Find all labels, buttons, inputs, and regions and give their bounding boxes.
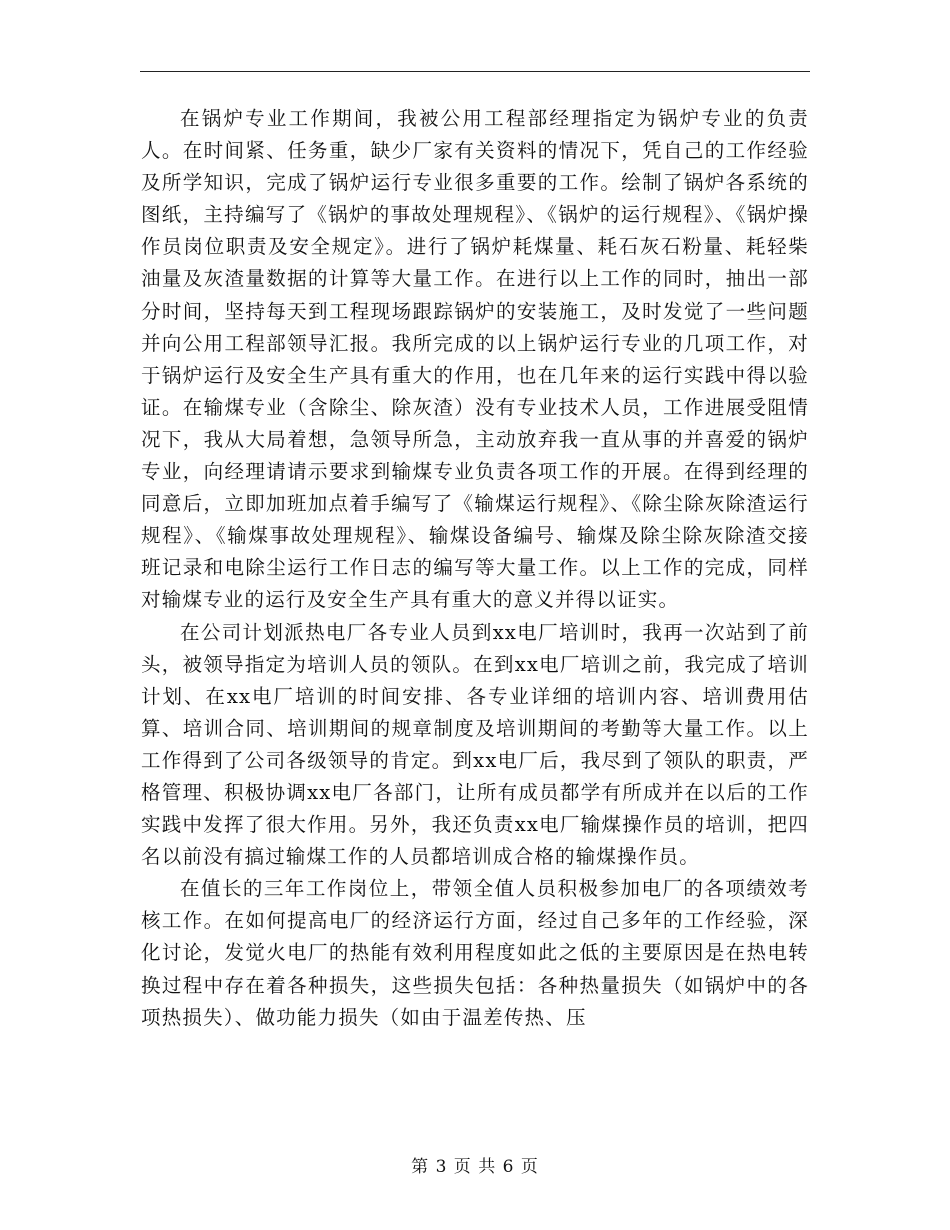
document-body <box>141 103 809 1034</box>
paragraph-boiler-work: 在锅炉专业工作期间，我被公用工程部经理指定为锅炉专业的负责人。在时间紧、任务重，缺少厂家有关资料的情况下，凭自己的工作经验及所学知识，完成了锅炉运行专业很多重要的工作。绘制了锅炉各系统的图纸，主持编写了《锅炉的事故处理规程》、《锅炉的运行规程》、《锅炉操作员岗位职责及安全规定》。进行了锅炉耗煤量、耗石灰石粉量、耗轻柴油量及灰渣量数据的计算等大量工作。在进行以上工作的同时，抽出一部分时间，坚持每天到工程现场跟踪锅炉的安装施工，及时发觉了一些问题并向公用工程部领导汇报。我所完成的以上锅炉运行专业的几项工作，对于锅炉运行及安全生产具有重大的作用，也在几年来的运行实践中得以验证。在输煤专业（含除尘、除灰渣）没有专业技术人员，工作进展受阻情况下，我从大局着想，急领导所急，主动放弃我一直从事的并喜爱的锅炉专业，向经理请请示要求到输煤专业负责各项工作的开展。在得到经理的同意后，立即加班加点着手编写了《输煤运行规程》、《除尘除灰除渣运行规程》、《输煤事故处理规程》、输煤设备编号、输煤及除尘除灰除渣交接班记录和电除尘运行工作日志的编写等大量工作。以上工作的完成，同样对输煤专业的运行及安全生产具有重大的意义并得以证实。 <box>141 107 809 612</box>
paragraph-training-lead: 在公司计划派热电厂各专业人员到xx电厂培训时，我再一次站到了前头，被领导指定为培训人员的领队。在到xx电厂培训之前，我完成了培训计划、在xx电厂培训的时间安排、各专业详细的培训内容、培训费用估算、培训合同、培训期间的规章制度及培训期间的考勤等大量工作。以上工作得到了公司各级领导的肯定。到xx电厂后，我尽到了领队的职责，严格管理、积极协调xx电厂各部门，让所有成员都学有所成并在以后的工作实践中发挥了很大作用。另外，我还负责xx电厂输煤操作员的培训，把四名以前没有搞过输煤工作的人员都培训成合格的输煤操作员。 <box>141 620 809 869</box>
page-number: 第 3 页 共 6 页 <box>411 1157 539 1177</box>
header-rule <box>140 71 810 72</box>
paragraph-shift-supervisor: 在值长的三年工作岗位上，带领全值人员积极参加电厂的各项绩效考核工作。在如何提高电厂的经济运行方面，经过自己多年的工作经验，深化讨论，发觉火电厂的热能有效利用程度如此之低的主要原因是在热电转换过程中存在着各种损失，这些损失包括：各种热量损失（如锅炉中的各项热损失）、做功能力损失（如由于温差传热、压 <box>141 877 809 1029</box>
